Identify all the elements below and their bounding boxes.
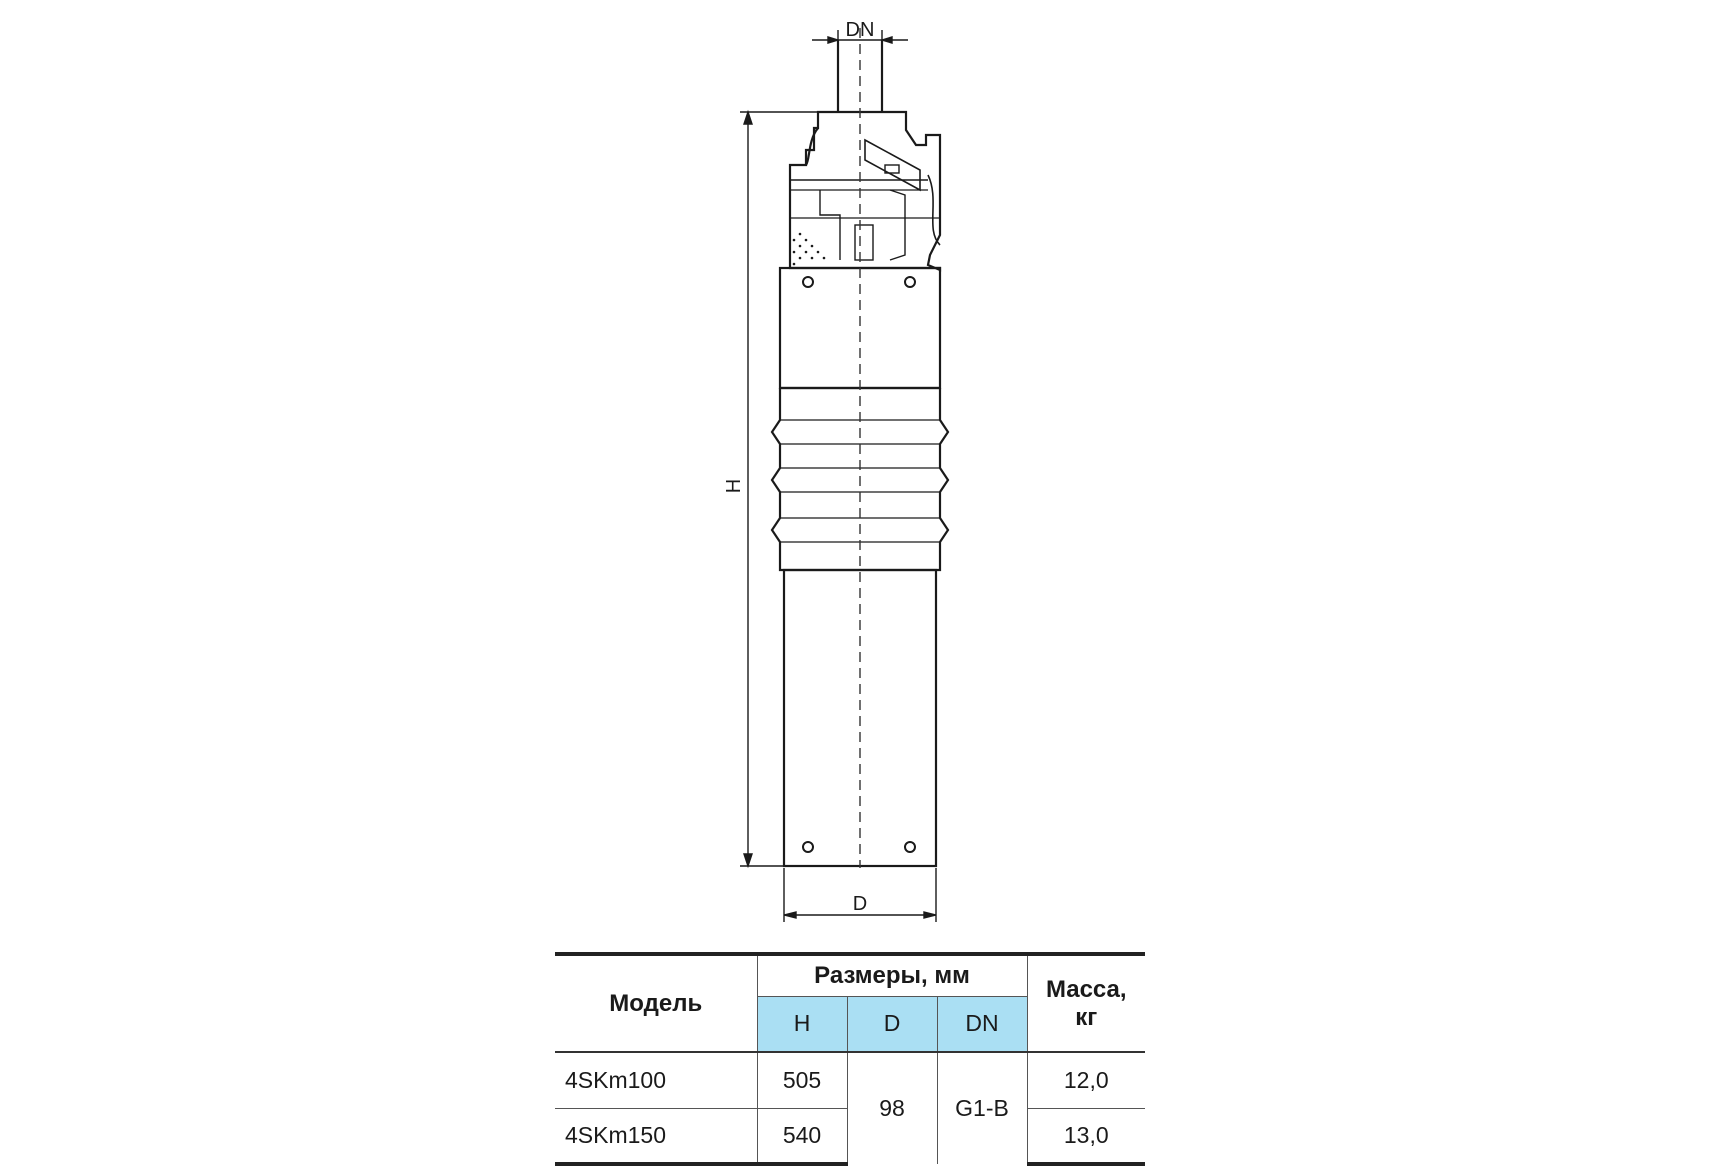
h-label: H <box>723 478 745 494</box>
cell-dn-shared: G1-B <box>937 1052 1027 1164</box>
row-model: 4SKm150 <box>555 1108 757 1164</box>
row-model: 4SKm100 <box>555 1052 757 1108</box>
subheader-dn: DN <box>937 996 1027 1052</box>
header-model: Модель <box>555 954 757 1052</box>
strainer-hatch <box>793 233 826 266</box>
d-label: D <box>852 893 868 915</box>
cell-d-shared: 98 <box>847 1052 937 1164</box>
header-mass-line2: кг <box>1075 1003 1098 1031</box>
row-mass: 12,0 <box>1027 1052 1145 1108</box>
subheader-h: H <box>757 996 847 1052</box>
header-dimensions: Размеры, мм <box>757 954 1027 996</box>
header-mass-line1: Масса, <box>1045 975 1127 1003</box>
row-mass: 13,0 <box>1027 1108 1145 1164</box>
header-mass <box>1027 954 1145 1052</box>
row-h: 540 <box>757 1108 847 1164</box>
subheader-d: D <box>847 996 937 1052</box>
dn-label: DN <box>845 19 875 41</box>
mounting-holes <box>803 277 915 852</box>
row-h: 505 <box>757 1052 847 1108</box>
specifications-table <box>555 952 1145 1166</box>
